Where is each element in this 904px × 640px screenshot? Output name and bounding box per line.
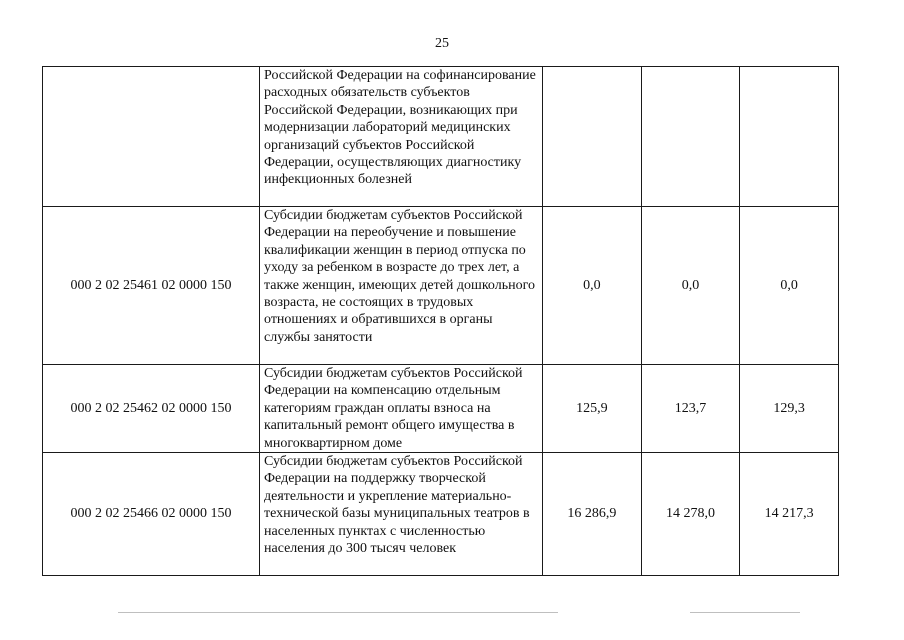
value-cell-year-2: 14 278,0 (641, 453, 740, 576)
value-cell-year-1: 0,0 (543, 207, 642, 365)
scan-artifact-line (690, 612, 800, 613)
table-row (43, 207, 839, 365)
value-cell-year-2: 123,7 (641, 365, 740, 453)
scan-artifact-line (118, 612, 558, 613)
budget-revenue-table (42, 66, 839, 576)
value-cell-year-3: 129,3 (740, 365, 839, 453)
revenue-code-cell: 000 2 02 25462 02 0000 150 (43, 365, 260, 453)
table-row (43, 365, 839, 453)
description-cell: Российской Федерации на софинансирование расходных обязательств субъектов Российской Федерации, возникающих при модернизации лабораторий медицинских организаций субъектов Российской Федерации, осуществляющих диагностику инфекционных болезней (260, 67, 543, 207)
table-row (43, 67, 839, 207)
value-cell-year-3: 0,0 (740, 207, 839, 365)
description-cell: Субсидии бюджетам субъектов Российской Федерации на поддержку творческой деятельности и укрепление материально-технической базы муниципальных театров в населенных пунктах с численностью населения до 300 тысяч человек (260, 453, 543, 576)
table-row (43, 453, 839, 576)
revenue-code-cell (43, 67, 260, 207)
page-number: 25 (435, 36, 449, 51)
description-cell: Субсидии бюджетам субъектов Российской Федерации на переобучение и повышение квалификации женщин в период отпуска по уходу за ребенком в возрасте до трех лет, а также женщин, имеющих детей дошкольного возраста, не состоящих в трудовых отношениях и обратившихся в органы службы занятости (260, 207, 543, 365)
value-cell-year-2 (641, 67, 740, 207)
value-cell-year-1: 16 286,9 (543, 453, 642, 576)
value-cell-year-3 (740, 67, 839, 207)
revenue-code-cell: 000 2 02 25461 02 0000 150 (43, 207, 260, 365)
value-cell-year-2: 0,0 (641, 207, 740, 365)
value-cell-year-1: 125,9 (543, 365, 642, 453)
revenue-code-cell: 000 2 02 25466 02 0000 150 (43, 453, 260, 576)
value-cell-year-3: 14 217,3 (740, 453, 839, 576)
description-cell: Субсидии бюджетам субъектов Российской Федерации на компенсацию отдельным категориям граждан оплаты взноса на капитальный ремонт общего имущества в многоквартирном доме (260, 365, 543, 453)
value-cell-year-1 (543, 67, 642, 207)
